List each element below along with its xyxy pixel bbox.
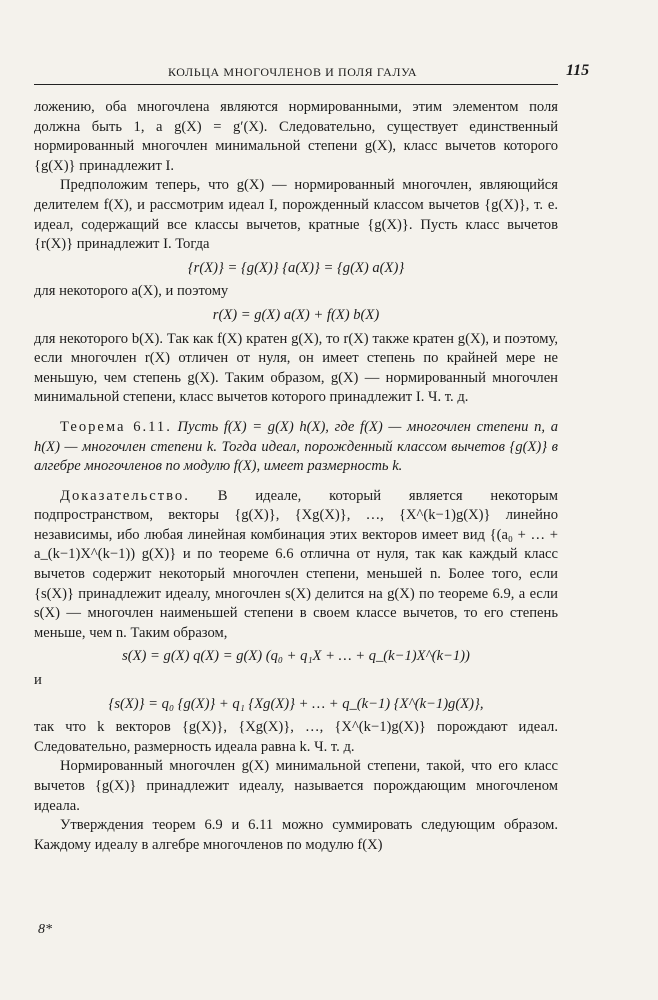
paragraph-conclusion: для некоторого b(X). Так как f(X) кратен g(X), то r(X) также кратен g(X), и поэтому, если многочлен r(X) отличен от нуля, он имеет степень по крайней мере не меньшую, чем степень g(X). Таким образом, g(X) — нормированный многочлен минимальной степени, класс вычетов которого принадлежит I. Ч. т. д. [34, 330, 558, 406]
proof-ending: так что k векторов {g(X)}, {Xg(X)}, …, {X^(k−1)g(X)} порождают идеал. Следовательно, размерность идеала равна k. Ч. т. д. [34, 719, 558, 755]
page-header [0, 58, 658, 88]
proof-text: В идеале, который является некоторым подпространством, векторы {g(X)}, {Xg(X)}, …, {X^(k−1)g(X)} линейно независимы, ибо любая линейная комбинация этих векторов имеет вид {(a₀ + … + a_(k−1)X^(k−1)) g(X)} и по теореме 6.6 отлична от нуля, так как каждый класс вычетов содержит некоторый многочлен степени, меньшей n. Более того, если {s(X)} принадлежит идеалу, многочлен s(X) делится на g(X) по теореме 6.9, а если s(X) — многочлен наименьшей степени в своем классе вычетов, то его степень меньше, чем n. Таким образом, [34, 487, 558, 641]
formula-residue-product: {r(X)} = {g(X)} {a(X)} = {g(X) a(X)} [187, 259, 405, 276]
closing-paragraph: Утверждения теорем 6.9 и 6.11 можно суммировать следующим образом. Каждому идеалу в алгебре многочленов по модулю f(X) [34, 817, 558, 853]
signature-mark: 8* [38, 922, 52, 937]
theorem-statement: Пусть f(X) = g(X) h(X), где f(X) — многочлен степени n, а h(X) — многочлен степени k. Тогда идеал, порожденный классом вычетов {g(X)} в алгебре многочленов по модулю f(X), имеет размерность k. [34, 418, 558, 475]
theorem-6-11 [34, 418, 558, 477]
formula-r-decomposition: r(X) = g(X) a(X) + f(X) b(X) [212, 306, 380, 323]
formula-s-expansion: s(X) = g(X) q(X) = g(X) (q₀ + q₁X + … + q_(k−1)X^(k−1)) [122, 648, 470, 665]
conjunction-and: и [34, 672, 42, 689]
paragraph-continuation: ложению, оба многочлена являются нормированными, этим элементом поля должна быть 1, а g(X) = g′(X). Следовательно, существует единственный нормированный многочлен минимальной степени g(X), класс вычетов которого {g(X)} принадлежит I. [34, 99, 558, 174]
running-title: КОЛЬЦА МНОГОЧЛЕНОВ И ПОЛЯ ГАЛУА [168, 65, 418, 79]
header-rule [34, 84, 558, 85]
page-number: 115 [566, 62, 590, 79]
main-text [34, 98, 558, 855]
proof-label: Доказательство. [60, 487, 190, 504]
paragraph-ideal-setup: Предположим теперь, что g(X) — нормированный многочлен, являющийся делителем f(X), и рассмотрим идеал I, порожденный классом вычетов {g(X)}, т. е. идеал, содержащий все классы вычетов, кратные {g(X)}. Пусть класс вычетов {r(X)} принадлежит I. Тогда [34, 177, 558, 253]
formula-s-residue: {s(X)} = q₀ {g(X)} + q₁ {Xg(X)} + … + q_(k−1) {X^(k−1)g(X)}, [108, 695, 484, 712]
definition-generator: Нормированный многочлен g(X) минимальной степени, такой, что его класс вычетов {g(X)} принадлежит идеалу, называется порождающим многочленом идеала. [34, 758, 558, 814]
theorem-label: Теорема 6.11. [60, 418, 172, 435]
paragraph-for-some-a: для некоторого a(X), и поэтому [34, 283, 229, 300]
proof-paragraph [34, 487, 558, 644]
